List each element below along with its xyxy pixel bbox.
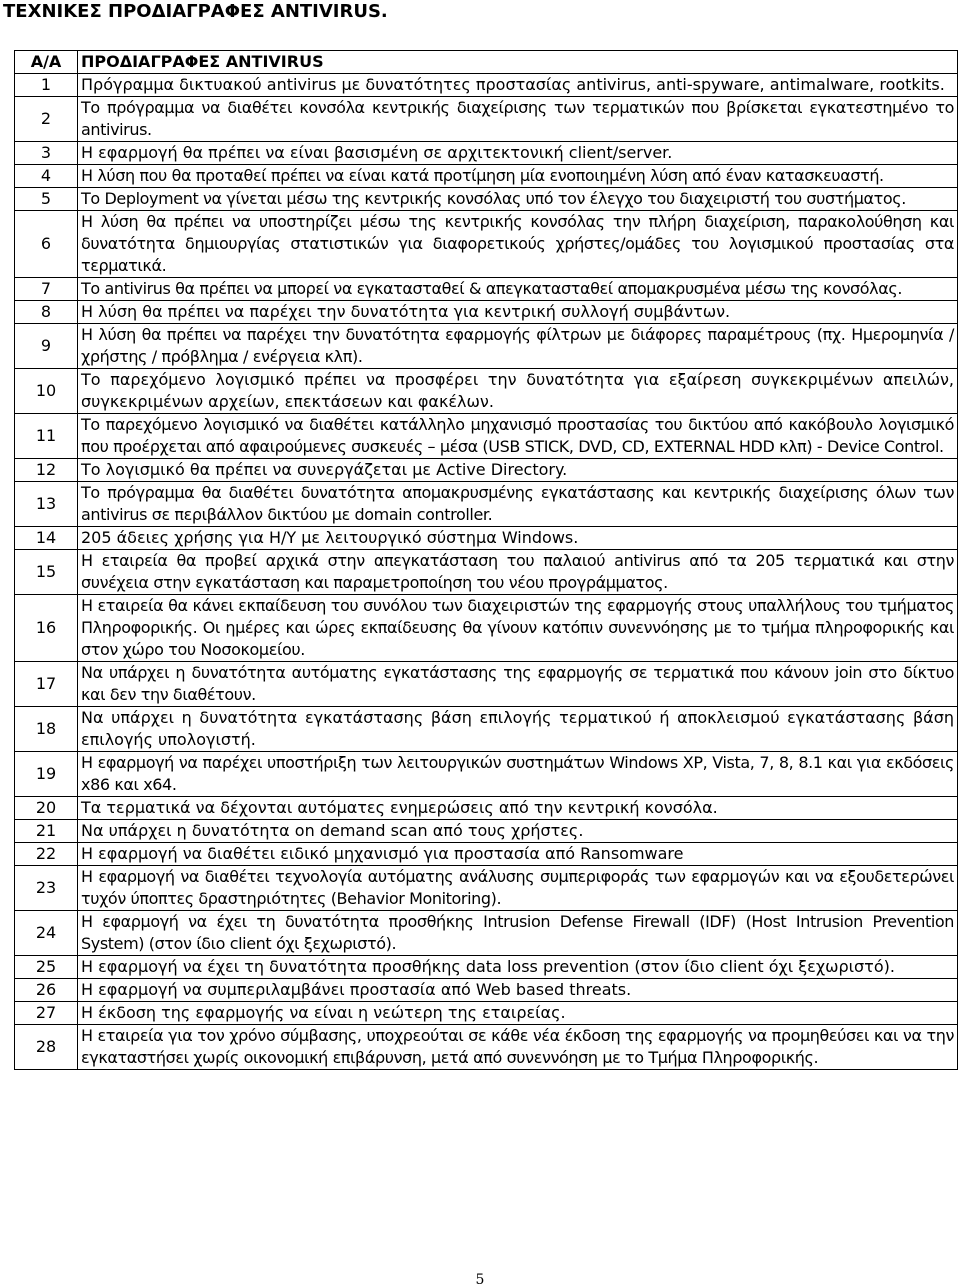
row-specification: Η λύση θα πρέπει να υποστηρίζει μέσω της κεντρικής κονσόλας την πλήρη διαχείριση, παρακολούθηση και δυνατότητα δημιουργίας στατιστικών για διαφορετικούς χρήστες/ομάδες του λογισμικού προστασίας στα τερματικά. [78, 211, 958, 278]
row-specification: Η εφαρμογή θα πρέπει να είναι βασισμένη σε αρχιτεκτονική client/server. [78, 142, 958, 165]
row-number: 24 [15, 911, 78, 956]
row-number: 15 [15, 550, 78, 595]
row-number: 27 [15, 1002, 78, 1025]
row-specification: Η εταιρεία θα κάνει εκπαίδευση του συνόλου των διαχειριστών της εφαρμογής στους υπαλλήλους του τμήματος Πληροφορικής. Οι ημέρες και ώρες εκπαίδευσης θα γίνουν κατόπιν συνεννόησης με το τμήμα πληροφορικής και στον χώρο του Νοσοκομείου. [78, 595, 958, 662]
table-row [15, 142, 958, 165]
row-number: 6 [15, 211, 78, 278]
row-specification: Να υπάρχει η δυνατότητα εγκατάστασης βάση επιλογής τερματικού ή αποκλεισμού εγκατάστασης βάση επιλογής υπολογιστή. [78, 707, 958, 752]
table-row [15, 301, 958, 324]
row-number: 21 [15, 820, 78, 843]
table-row [15, 662, 958, 707]
row-specification: Το λογισμικό θα πρέπει να συνεργάζεται με Active Directory. [78, 459, 958, 482]
row-number: 12 [15, 459, 78, 482]
row-number: 26 [15, 979, 78, 1002]
row-number: 4 [15, 165, 78, 188]
table-row [15, 527, 958, 550]
row-number: 10 [15, 369, 78, 414]
row-specification: Η εφαρμογή να συμπεριλαμβάνει προστασία από Web based threats. [78, 979, 958, 1002]
row-specification: Να υπάρχει η δυνατότητα αυτόματης εγκατάστασης της εφαρμογής σε τερματικά που κάνουν join στο δίκτυο και δεν την διαθέτουν. [78, 662, 958, 707]
row-specification: Τα τερματικά να δέχονται αυτόματες ενημερώσεις από την κεντρική κονσόλα. [78, 797, 958, 820]
row-specification: Η εταιρεία για τον χρόνο σύμβασης, υποχρεούται σε κάθε νέα έκδοση της εφαρμογής να προμηθεύσει και να την εγκαταστήσει χωρίς οικονομική επιβάρυνση, μετά από συνεννόηση με το Τμήμα Πληροφορικής. [78, 1025, 958, 1070]
row-number: 17 [15, 662, 78, 707]
specifications-table [14, 50, 958, 1070]
table-row [15, 550, 958, 595]
row-number: 5 [15, 188, 78, 211]
table-row [15, 482, 958, 527]
row-number: 18 [15, 707, 78, 752]
row-specification: Να υπάρχει η δυνατότητα on demand scan από τους χρήστες. [78, 820, 958, 843]
row-specification: Το πρόγραμμα θα διαθέτει δυνατότητα απομακρυσμένης εγκατάστασης και κεντρικής διαχείρισης όλων των antivirus σε περιβάλλον δικτύου με domain controller. [78, 482, 958, 527]
table-row [15, 707, 958, 752]
row-number: 13 [15, 482, 78, 527]
row-specification: Η εφαρμογή να διαθέτει τεχνολογία αυτόματης ανάλυσης συμπεριφοράς των εφαρμογών και να εξουδετερώνει τυχόν ύποπτες δραστηριότητες (Behavior Monitoring). [78, 866, 958, 911]
table-row [15, 843, 958, 866]
row-specification: Το antivirus θα πρέπει να μπορεί να εγκατασταθεί & απεγκατασταθεί απομακρυσμένα μέσω της κονσόλας. [78, 278, 958, 301]
page-title: ΤΕΧΝΙΚΕΣ ΠΡΟΔΙΑΓΡΑΦΕΣ ANTIVIRUS. [3, 1, 388, 22]
row-specification: Η λύση θα πρέπει να παρέχει την δυνατότητα για κεντρική συλλογή συμβάντων. [78, 301, 958, 324]
table-row [15, 820, 958, 843]
row-specification: Το Deployment να γίνεται μέσω της κεντρικής κονσόλας υπό τον έλεγχο του διαχειριστή του συστήματος. [78, 188, 958, 211]
table-row [15, 188, 958, 211]
row-specification: Το παρεχόμενο λογισμικό να διαθέτει κατάλληλο μηχανισμό προστασίας του δικτύου από κακόβουλο λογισμικό που προέρχεται από αφαιρούμενες συσκευές – μέσα (USB STICK, DVD, CD, EXTERNAL HDD κλπ) - Device Control. [78, 414, 958, 459]
table-row [15, 211, 958, 278]
table-row [15, 752, 958, 797]
row-number: 20 [15, 797, 78, 820]
table-row [15, 911, 958, 956]
row-number: 7 [15, 278, 78, 301]
page-number: 5 [475, 1272, 485, 1288]
table-row [15, 797, 958, 820]
row-number: 23 [15, 866, 78, 911]
row-specification: Η λύση που θα προταθεί πρέπει να είναι κατά προτίμηση μία ενοποιημένη λύση από έναν κατασκευαστή. [78, 165, 958, 188]
header-number: Α/Α [15, 51, 78, 74]
row-specification: Το πρόγραμμα να διαθέτει κονσόλα κεντρικής διαχείρισης των τερματικών που βρίσκεται εγκατεστημένο το antivirus. [78, 97, 958, 142]
row-number: 8 [15, 301, 78, 324]
table-row [15, 1002, 958, 1025]
table-row [15, 97, 958, 142]
table-header-row [15, 51, 958, 74]
row-specification: Το παρεχόμενο λογισμικό πρέπει να προσφέρει την δυνατότητα για εξαίρεση συγκεκριμένων απειλών, συγκεκριμένων αρχείων, επεκτάσεων και φακέλων. [78, 369, 958, 414]
row-specification: Η εφαρμογή να παρέχει υποστήριξη των λειτουργικών συστημάτων Windows XP, Vista, 7, 8, 8.1 και για εκδόσεις x86 και x64. [78, 752, 958, 797]
row-specification: Η λύση θα πρέπει να παρέχει την δυνατότητα εφαρμογής φίλτρων με διάφορες παραμέτρους (πχ. Ημερομηνία / χρήστης / πρόβλημα / ενέργεια κλπ). [78, 324, 958, 369]
table-row [15, 866, 958, 911]
row-number: 22 [15, 843, 78, 866]
row-number: 25 [15, 956, 78, 979]
row-number: 16 [15, 595, 78, 662]
row-number: 9 [15, 324, 78, 369]
table-row [15, 165, 958, 188]
row-number: 28 [15, 1025, 78, 1070]
row-number: 2 [15, 97, 78, 142]
table-row [15, 595, 958, 662]
table-row [15, 369, 958, 414]
row-number: 3 [15, 142, 78, 165]
row-number: 11 [15, 414, 78, 459]
row-specification: Η εφαρμογή να έχει τη δυνατότητα προσθήκης data loss prevention (στον ίδιο client όχι ξεχωριστό). [78, 956, 958, 979]
table-row [15, 74, 958, 97]
row-specification: Η εφαρμογή να έχει τη δυνατότητα προσθήκης Intrusion Defense Firewall (IDF) (Host Intrusion Prevention System) (στον ίδιο client όχι ξεχωριστό). [78, 911, 958, 956]
table-row [15, 956, 958, 979]
table-row [15, 278, 958, 301]
row-specification: Η εταιρεία θα προβεί αρχικά στην απεγκατάσταση του παλαιού antivirus από τα 205 τερματικά και στην συνέχεια στην εγκατάσταση και παραμετροποίηση του νέου προγράμματος. [78, 550, 958, 595]
row-number: 19 [15, 752, 78, 797]
row-number: 14 [15, 527, 78, 550]
table-row [15, 979, 958, 1002]
table-row [15, 414, 958, 459]
row-specification: 205 άδειες χρήσης για Η/Υ με λειτουργικό σύστημα Windows. [78, 527, 958, 550]
row-specification: Πρόγραμμα δικτυακού antivirus με δυνατότητες προστασίας antivirus, anti-spyware, antimalware, rootkits. [78, 74, 958, 97]
row-specification: Η εφαρμογή να διαθέτει ειδικό μηχανισμό για προστασία από Ransomware [78, 843, 958, 866]
row-number: 1 [15, 74, 78, 97]
row-specification: Η έκδοση της εφαρμογής να είναι η νεώτερη της εταιρείας. [78, 1002, 958, 1025]
table-row [15, 324, 958, 369]
table-row [15, 1025, 958, 1070]
table-row [15, 459, 958, 482]
header-specifications: ΠΡΟΔΙΑΓΡΑΦΕΣ ANTIVIRUS [78, 51, 958, 74]
